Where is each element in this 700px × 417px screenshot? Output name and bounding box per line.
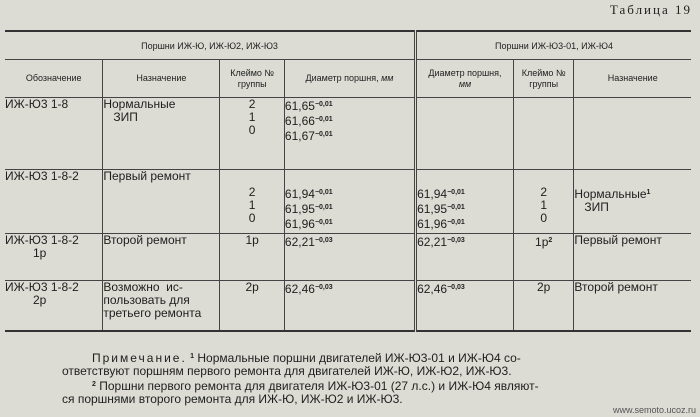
purpose-cell: Второй ремонт bbox=[103, 234, 220, 281]
col-purpose-right: Назначение bbox=[574, 60, 691, 98]
stamp-cell: 2 1 0 bbox=[220, 170, 285, 234]
designation-cell: ИЖ-Ю3 1-8-2 1р bbox=[5, 234, 103, 281]
diameter-cell: $62,46^{-0,03}$ bbox=[284, 281, 415, 331]
diameter-cell: $61,65^{-0,01}$ $61,66^{-0,01}$ $61,67^{-0,01}$ bbox=[284, 98, 415, 170]
diameter-right-cell bbox=[416, 98, 514, 170]
stamp-right-cell: 2 1 0 bbox=[513, 170, 574, 234]
footnote-block bbox=[62, 350, 622, 406]
stamp-cell: 2 1 0 bbox=[220, 98, 285, 170]
purpose-right-cell: Второй ремонт bbox=[574, 281, 691, 331]
diameter-right-cell: $62,21^{-0,03}$ bbox=[416, 234, 514, 281]
diameter-cell: $62,21^{-0,03}$ bbox=[284, 234, 415, 281]
stamp-right-cell bbox=[513, 98, 574, 170]
col-stamp-group: Клеймо № группы bbox=[220, 60, 285, 98]
purpose-cell: Первый ремонт bbox=[103, 170, 220, 234]
col-diameter-right: Диаметр поршня, мм bbox=[416, 60, 514, 98]
designation-cell: ИЖ-Ю3 1-8-2 2р bbox=[5, 281, 103, 331]
designation-cell: ИЖ-Ю3 1-8 bbox=[5, 98, 103, 170]
table-row bbox=[5, 98, 691, 170]
purpose-right-cell bbox=[574, 98, 691, 170]
diameter-right-cell: $62,46^{-0,03}$ bbox=[416, 281, 514, 331]
stamp-cell: 2р bbox=[220, 281, 285, 331]
table-row bbox=[5, 281, 691, 331]
group-right-header: Поршни ИЖ-Ю3-01, ИЖ-Ю4 bbox=[416, 31, 691, 60]
stamp-right-cell: $1р^2$ bbox=[513, 234, 574, 281]
column-header-row bbox=[5, 60, 691, 98]
stamp-right-cell: 2р bbox=[513, 281, 574, 331]
table-row bbox=[5, 170, 691, 234]
footnote-1: Примечание. $^1$ Нормальные поршни двигателей ИЖ-Ю3-01 и ИЖ-Ю4 со- bbox=[92, 351, 521, 365]
page-title: Таблица 19 bbox=[609, 2, 692, 17]
purpose-right-cell: Нормальные$^1$ ЗИП bbox=[574, 170, 691, 234]
col-purpose: Назначение bbox=[103, 60, 220, 98]
table-row bbox=[5, 234, 691, 281]
footnote-2-continued: ся поршнями второго ремонта для ИЖ-Ю, ИЖ-Ю2 и ИЖ-Ю3. bbox=[62, 392, 403, 406]
purpose-right-cell: Первый ремонт bbox=[574, 234, 691, 281]
note-label: Примечание. bbox=[92, 351, 187, 365]
purpose-cell: Нормальные ЗИП bbox=[103, 98, 220, 170]
watermark: www.semoto.ucoz.ru bbox=[612, 405, 696, 415]
diameter-right-cell: $61,94^{-0,01}$ $61,95^{-0,01}$ $61,96^{-0,01}$ bbox=[416, 170, 514, 234]
stamp-cell: 1р bbox=[220, 234, 285, 281]
col-designation: Обозначение bbox=[5, 60, 103, 98]
diameter-cell: $61,94^{-0,01}$ $61,95^{-0,01}$ $61,96^{-0,01}$ bbox=[284, 170, 415, 234]
footnote-2: $^2$ Поршни первого ремонта для двигателя ИЖ-Ю3-01 (27 л.с.) и ИЖ-Ю4 являют- bbox=[92, 379, 539, 393]
designation-cell: ИЖ-Ю3 1-8-2 bbox=[5, 170, 103, 234]
footnote-1-continued: ответствуют поршням первого ремонта для двигателей ИЖ-Ю, ИЖ-Ю2, ИЖ-Ю3. bbox=[62, 364, 512, 378]
col-stamp-group-right: Клеймо № группы bbox=[513, 60, 574, 98]
purpose-cell: Возможно ис- пользовать для третьего ремонта bbox=[103, 281, 220, 331]
group-header-row bbox=[5, 31, 691, 60]
pistons-table bbox=[5, 30, 691, 332]
group-left-header: Поршни ИЖ-Ю, ИЖ-Ю2, ИЖ-Ю3 bbox=[5, 31, 416, 60]
col-diameter: Диаметр поршня, мм bbox=[284, 60, 415, 98]
